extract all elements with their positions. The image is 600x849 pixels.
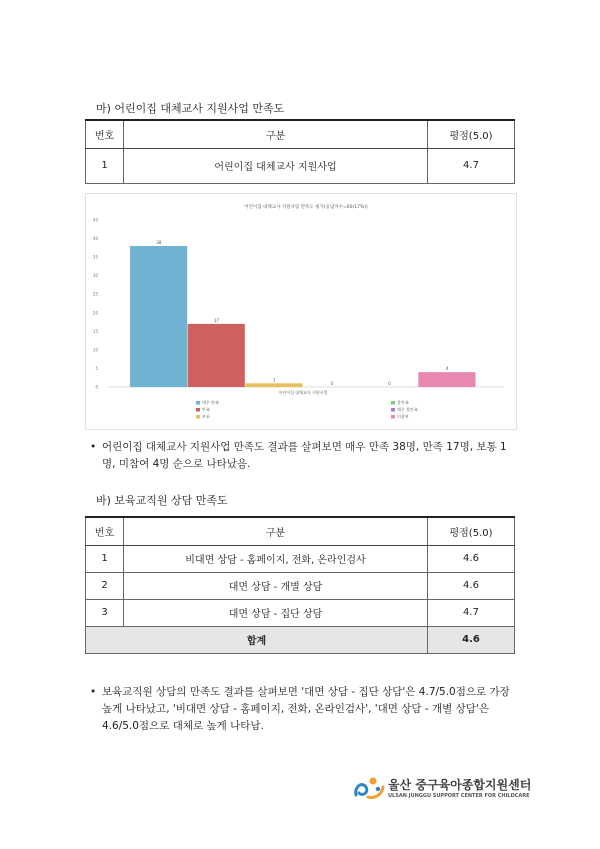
bar-value-label: 1 — [272, 377, 276, 383]
y-tick-label: 20 — [92, 310, 98, 316]
legend-swatch — [391, 401, 395, 405]
header-no: 번호 — [86, 517, 124, 545]
legend-swatch — [196, 401, 200, 405]
total-row — [86, 626, 515, 653]
org-name: 울산 중구육아종합지원센터 — [388, 778, 532, 792]
legend-label: 미참여 — [397, 414, 409, 419]
y-tick-label: 5 — [95, 365, 98, 371]
header-score: 평점(5.0) — [428, 120, 515, 148]
bar-0 — [130, 246, 187, 387]
bullet-dot-icon: • — [90, 441, 97, 453]
row-score: 4.6 — [428, 572, 515, 599]
section-e-heading: 마) 어린이집 대체교사 지원사업 만족도 — [96, 102, 285, 115]
row-item: 대면 상담 - 집단 상담 — [124, 599, 428, 626]
chart-title: 어린이집 대체교사 지원사업 만족도 평가(응답자수=60(17%)) — [244, 205, 368, 210]
legend-label: 매우 만족 — [202, 400, 219, 405]
y-tick-label: 0 — [95, 384, 98, 390]
legend-label: 불만족 — [397, 400, 409, 405]
table-row — [86, 545, 515, 572]
legend-label: 매우 불만족 — [397, 407, 418, 412]
legend-label: 보통 — [202, 414, 210, 419]
header-no: 번호 — [86, 120, 124, 148]
bar-value-label: 38 — [156, 239, 162, 245]
header-item: 구분 — [124, 120, 428, 148]
center-logo-icon — [352, 775, 386, 801]
legend-swatch — [391, 408, 395, 412]
satisfaction-chart — [85, 193, 517, 430]
table-row — [86, 148, 515, 183]
row-no: 3 — [86, 599, 124, 626]
legend-label: 만족 — [202, 407, 210, 412]
legend-swatch — [391, 415, 395, 419]
row-score: 4.7 — [428, 599, 515, 626]
section-f-heading: 바) 보육교직원 상담 만족도 — [96, 494, 228, 507]
y-tick-label: 35 — [92, 254, 98, 260]
bar-1 — [188, 324, 245, 387]
y-tick-label: 45 — [92, 217, 98, 223]
org-name-en: ULSAN JUNGGU SUPPORT CENTER FOR CHILDCARE — [388, 793, 530, 799]
y-tick-label: 15 — [92, 328, 98, 334]
bullet-dot-icon: • — [90, 686, 97, 698]
table-row — [86, 572, 515, 599]
section-f-summary — [90, 684, 520, 735]
header-item: 구분 — [124, 517, 428, 545]
header-score: 평점(5.0) — [428, 517, 515, 545]
row-item: 어린이집 대체교사 지원사업 — [124, 148, 428, 183]
total-score: 4.6 — [428, 626, 515, 653]
bar-2 — [245, 383, 302, 387]
section-f-table — [85, 516, 515, 654]
summary-text: 보육교직원 상담의 만족도 결과를 살펴보면 '대면 상담 - 집단 상담'은 4.7/5.0점으로 가장 높게 나타났고, '비대면 상담 - 홈페이지, 전화, 온라인검사', '대면 상담 - 개별 상담'은 4.6/5.0점으로 대체로 높게 나타남. — [102, 686, 510, 732]
row-no: 1 — [86, 148, 124, 183]
bar-value-label: 0 — [388, 381, 391, 386]
bar-value-label: 17 — [213, 317, 220, 323]
chart-svg — [86, 194, 516, 429]
bar-5 — [418, 372, 475, 387]
section-e-table — [85, 119, 515, 184]
center-logo — [352, 775, 532, 803]
bar-value-label: 4 — [445, 366, 449, 372]
row-no: 1 — [86, 545, 124, 572]
y-tick-label: 25 — [92, 291, 98, 297]
legend-swatch — [196, 408, 200, 412]
row-score: 4.7 — [428, 148, 515, 183]
summary-text: 어린이집 대체교사 지원사업 만족도 결과를 살펴보면 매우 만족 38명, 만족 17명, 보통 1명, 미참여 4명 순으로 나타났음. — [102, 441, 507, 470]
row-item: 비대면 상담 - 홈페이지, 전화, 온라인검사 — [124, 545, 428, 572]
total-label: 합계 — [86, 626, 428, 653]
section-e-summary — [90, 439, 520, 473]
row-no: 2 — [86, 572, 124, 599]
bar-value-label: 0 — [330, 381, 334, 386]
legend-swatch — [196, 415, 200, 419]
x-axis-label: 어린이집 대체교사 지원사업 — [278, 390, 328, 395]
y-tick-label: 40 — [92, 236, 98, 242]
row-score: 4.6 — [428, 545, 515, 572]
table-row — [86, 599, 515, 626]
y-tick-label: 30 — [92, 273, 98, 279]
y-tick-label: 10 — [92, 347, 98, 353]
row-item: 대면 상담 - 개별 상담 — [124, 572, 428, 599]
